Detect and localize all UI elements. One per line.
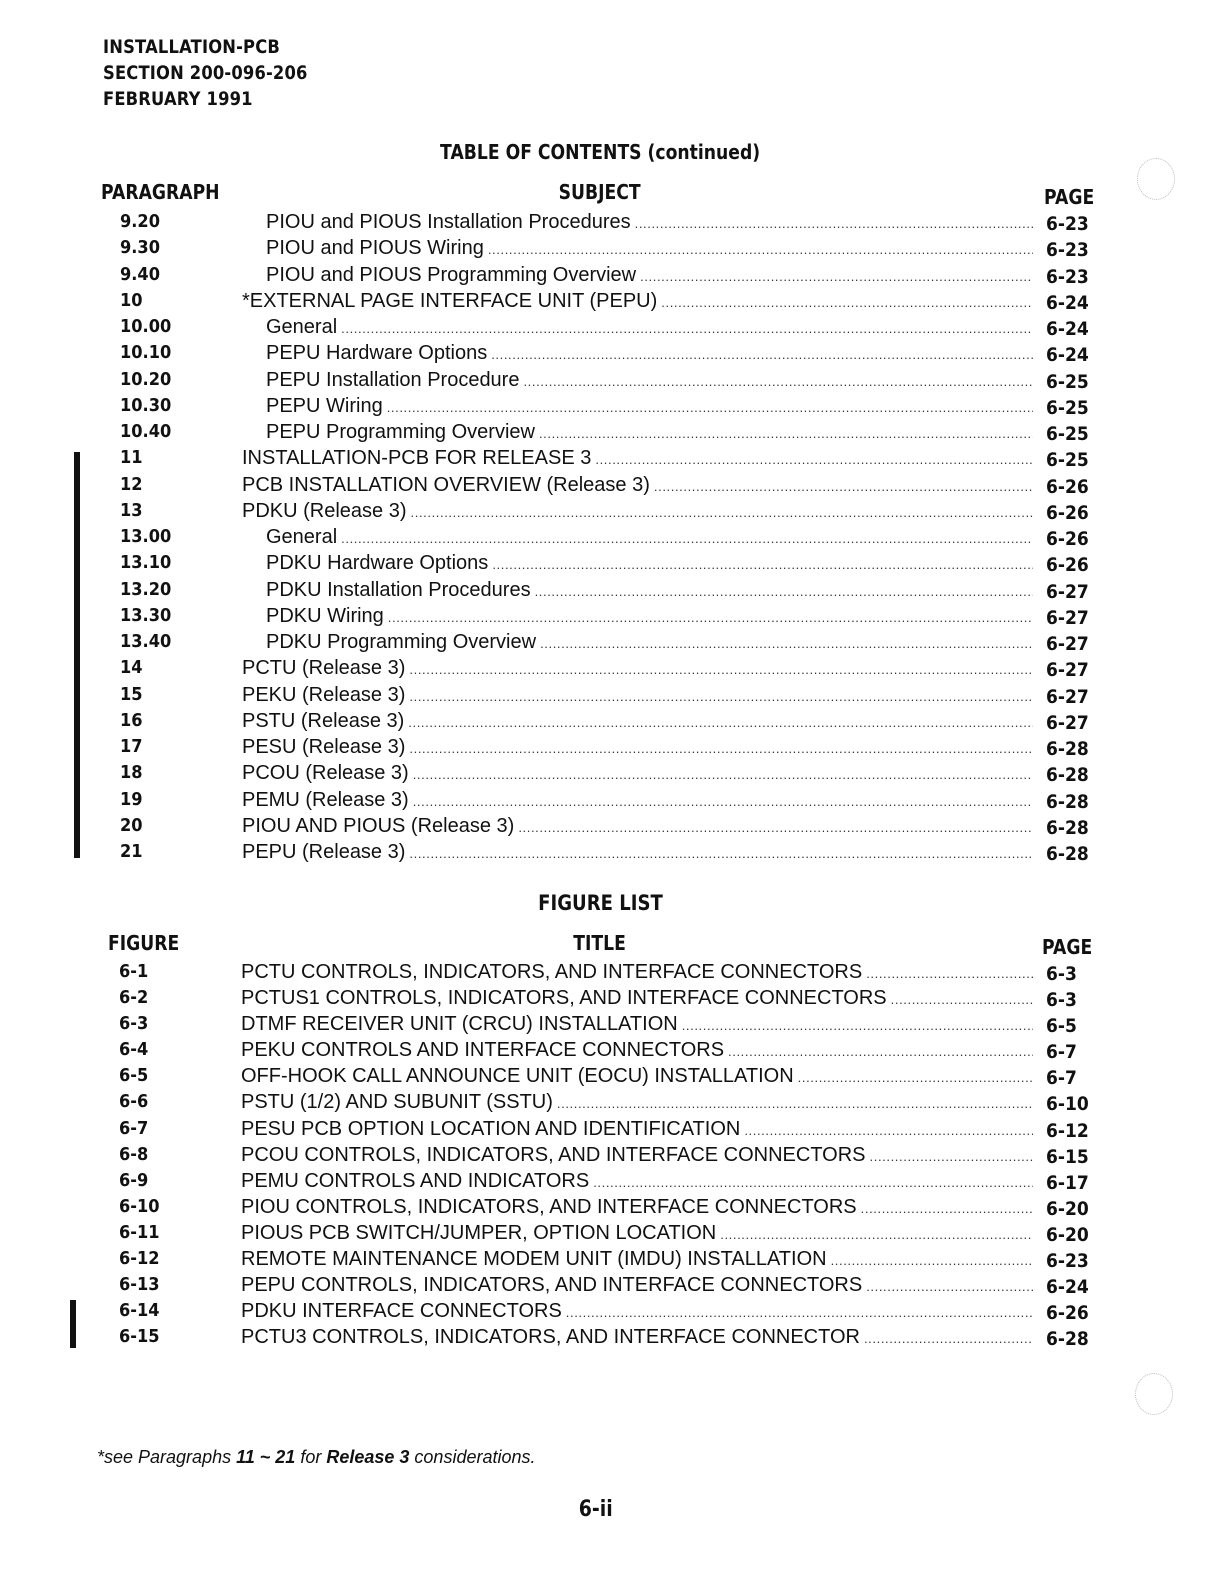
figure-number: 6-2	[119, 987, 149, 1009]
dot-leader	[870, 1145, 1033, 1169]
entry-title: PESU PCB OPTION LOCATION AND IDENTIFICATION .....	[241, 1117, 1033, 1143]
toc-entry	[0, 681, 1213, 707]
entry-page-number: 6-28	[1046, 1328, 1089, 1351]
entry-page-number: 6-27	[1046, 659, 1089, 682]
figure-entry	[0, 1297, 1213, 1323]
figure-entry	[0, 984, 1213, 1010]
entry-title: OFF-HOOK CALL ANNOUNCE UNIT (EOCU) INSTALLATION .....	[241, 1064, 1033, 1090]
dot-leader	[557, 1092, 1033, 1116]
dot-leader	[492, 553, 1033, 577]
entry-subject: PDKU Hardware Options .....	[266, 551, 1033, 577]
figure-number: 6-8	[119, 1143, 149, 1165]
revision-bar	[70, 1300, 76, 1348]
paragraph-number: 10	[120, 289, 143, 311]
toc-entry	[0, 313, 1213, 339]
header-date: FEBRUARY 1991	[103, 88, 253, 110]
entry-page-number: 6-27	[1046, 685, 1089, 708]
paragraph-number: 20	[120, 814, 143, 836]
entry-page-number: 6-28	[1046, 816, 1089, 839]
entry-title: PCOU CONTROLS, INDICATORS, AND INTERFACE CONNECTORS .....	[241, 1143, 1033, 1169]
toc-col-page: PAGE	[1044, 185, 1095, 209]
toc-title: TABLE OF CONTENTS (continued)	[439, 140, 761, 164]
figure-entry	[0, 1088, 1213, 1114]
toc-entry	[0, 523, 1213, 549]
entry-page-number: 6-27	[1046, 633, 1089, 655]
toc-entry	[0, 392, 1213, 418]
page-number: 6-ii	[579, 1497, 613, 1522]
dot-leader	[831, 1249, 1033, 1273]
toc-entry	[0, 733, 1213, 759]
entry-title: PEMU CONTROLS AND INDICATORS .....	[241, 1169, 1033, 1195]
paragraph-number: 13.00	[120, 526, 172, 547]
toc-entry	[0, 418, 1213, 444]
figure-number: 6-5	[119, 1065, 149, 1087]
toc-entry	[0, 628, 1213, 654]
entry-subject: INSTALLATION-PCB FOR RELEASE 3 .....	[242, 446, 1033, 472]
figure-entry	[0, 1115, 1213, 1141]
figure-entry	[0, 1323, 1213, 1349]
dot-leader	[411, 501, 1033, 525]
entry-page-number: 6-24	[1046, 344, 1089, 367]
entry-subject: PEPU Programming Overview .....	[266, 420, 1033, 446]
toc-entry	[0, 838, 1213, 864]
entry-title: PCTU3 CONTROLS, INDICATORS, AND INTERFACE CONNECTOR .....	[241, 1325, 1033, 1351]
dot-leader	[535, 580, 1033, 604]
dot-leader	[661, 291, 1033, 315]
dot-leader	[539, 422, 1033, 446]
entry-page-number: 6-7	[1046, 1067, 1077, 1090]
entry-title: REMOTE MAINTENANCE MODEM UNIT (IMDU) INSTALLATION .....	[241, 1247, 1033, 1273]
dot-leader	[518, 816, 1033, 840]
entry-page-number: 6-27	[1046, 606, 1089, 629]
entry-page-number: 6-25	[1046, 423, 1089, 445]
entry-page-number: 6-20	[1046, 1197, 1089, 1220]
paragraph-number: 13.10	[120, 552, 172, 574]
entry-subject: PEPU Installation Procedure .....	[266, 368, 1033, 394]
entry-page-number: 6-10	[1046, 1093, 1089, 1116]
figure-col-page: PAGE	[1042, 935, 1093, 959]
footnote: *see Paragraphs 11 ~ 21 for Release 3 considerations.	[97, 1447, 536, 1467]
figure-number: 6-11	[119, 1221, 160, 1243]
entry-subject: PEPU Hardware Options .....	[266, 341, 1033, 367]
toc-entry	[0, 576, 1213, 602]
entry-subject: General .....	[266, 315, 1033, 341]
entry-subject: PEPU Wiring .....	[266, 394, 1033, 420]
entry-subject: PEPU (Release 3) .....	[242, 840, 1033, 866]
toc-entry	[0, 366, 1213, 392]
entry-subject: PDKU Wiring .....	[266, 604, 1033, 630]
dot-leader	[341, 317, 1033, 341]
dot-leader	[408, 711, 1033, 735]
toc-list	[0, 208, 1213, 864]
entry-title: PEKU CONTROLS AND INTERFACE CONNECTORS .....	[241, 1038, 1033, 1064]
toc-entry	[0, 339, 1213, 365]
entry-subject: PEMU (Release 3) .....	[242, 788, 1033, 814]
toc-entry	[0, 444, 1213, 470]
entry-page-number: 6-24	[1046, 1276, 1089, 1299]
toc-entry	[0, 707, 1213, 733]
entry-subject: PESU (Release 3) .....	[242, 735, 1033, 761]
entry-page-number: 6-26	[1046, 1302, 1089, 1325]
entry-page-number: 6-28	[1046, 790, 1089, 813]
figure-entry	[0, 1193, 1213, 1219]
paragraph-number: 13.30	[120, 604, 172, 626]
dot-leader	[413, 763, 1033, 787]
entry-title: PEPU CONTROLS, INDICATORS, AND INTERFACE CONNECTORS .....	[241, 1273, 1033, 1299]
dot-leader	[744, 1119, 1033, 1143]
dot-leader	[488, 238, 1033, 262]
entry-subject: PSTU (Release 3) .....	[242, 709, 1033, 735]
figure-entry	[0, 1271, 1213, 1297]
figure-entry	[0, 1167, 1213, 1193]
entry-page-number: 6-23	[1046, 239, 1089, 262]
toc-entry	[0, 549, 1213, 575]
figure-number: 6-13	[119, 1274, 160, 1296]
paragraph-number: 13	[120, 499, 143, 521]
toc-entry	[0, 234, 1213, 260]
toc-entry	[0, 602, 1213, 628]
paragraph-number: 10.30	[120, 394, 172, 416]
entry-page-number: 6-26	[1046, 554, 1089, 577]
dot-leader	[720, 1223, 1033, 1247]
revision-bar	[74, 452, 80, 858]
paragraph-number: 16	[120, 709, 143, 731]
entry-page-number: 6-25	[1046, 449, 1089, 472]
figure-col-title: TITLE	[573, 931, 627, 955]
figure-entry	[0, 1219, 1213, 1245]
figure-list-title: FIGURE LIST	[537, 891, 663, 915]
entry-title: DTMF RECEIVER UNIT (CRCU) INSTALLATION .....	[241, 1012, 1033, 1038]
entry-page-number: 6-23	[1046, 213, 1089, 235]
entry-subject: PCOU (Release 3) .....	[242, 761, 1033, 787]
figure-entry	[0, 1062, 1213, 1088]
dot-leader	[635, 212, 1033, 236]
dot-leader	[409, 658, 1033, 682]
entry-page-number: 6-26	[1046, 501, 1089, 524]
dot-leader	[387, 396, 1033, 420]
entry-subject: PEKU (Release 3) .....	[242, 683, 1033, 709]
toc-entry	[0, 208, 1213, 234]
binder-hole-mark	[1135, 1373, 1173, 1415]
dot-leader	[640, 265, 1033, 289]
entry-title: PCTUS1 CONTROLS, INDICATORS, AND INTERFACE CONNECTORS .....	[241, 986, 1033, 1012]
toc-entry	[0, 497, 1213, 523]
figure-entry	[0, 1245, 1213, 1271]
entry-title: PIOUS PCB SWITCH/JUMPER, OPTION LOCATION .....	[241, 1221, 1033, 1247]
entry-title: PIOU CONTROLS, INDICATORS, AND INTERFACE CONNECTORS .....	[241, 1195, 1033, 1221]
dot-leader	[341, 527, 1033, 551]
paragraph-number: 10.40	[120, 421, 172, 442]
figure-number: 6-12	[119, 1248, 160, 1270]
toc-entry	[0, 471, 1213, 497]
toc-entry	[0, 812, 1213, 838]
paragraph-number: 10.00	[120, 316, 172, 337]
entry-title: PCTU CONTROLS, INDICATORS, AND INTERFACE CONNECTORS .....	[241, 960, 1033, 986]
toc-entry	[0, 287, 1213, 313]
dot-leader	[523, 370, 1033, 394]
paragraph-number: 13.20	[120, 578, 172, 600]
entry-subject: General .....	[266, 525, 1033, 551]
entry-page-number: 6-23	[1046, 265, 1089, 288]
entry-subject: PIOU AND PIOUS (Release 3) .....	[242, 814, 1033, 840]
paragraph-number: 13.40	[120, 631, 172, 652]
paragraph-number: 19	[120, 788, 143, 810]
entry-page-number: 6-24	[1046, 318, 1089, 340]
figure-number: 6-4	[119, 1039, 149, 1061]
entry-page-number: 6-26	[1046, 475, 1089, 498]
dot-leader	[491, 343, 1033, 367]
dot-leader	[728, 1040, 1033, 1064]
entry-page-number: 6-20	[1046, 1223, 1089, 1246]
entry-subject: PCB INSTALLATION OVERVIEW (Release 3) .....	[242, 473, 1033, 499]
entry-page-number: 6-17	[1046, 1171, 1089, 1194]
figure-entry	[0, 1141, 1213, 1167]
entry-page-number: 6-5	[1046, 1015, 1077, 1038]
entry-page-number: 6-15	[1046, 1145, 1089, 1168]
figure-number: 6-15	[119, 1326, 160, 1348]
binder-hole-mark	[1137, 158, 1175, 200]
entry-title: PSTU (1/2) AND SUBUNIT (SSTU) .....	[241, 1090, 1033, 1116]
entry-page-number: 6-28	[1046, 738, 1089, 760]
figure-number: 6-9	[119, 1169, 149, 1191]
entry-subject: PDKU (Release 3) .....	[242, 499, 1033, 525]
paragraph-number: 10.20	[120, 368, 172, 390]
toc-entry	[0, 654, 1213, 680]
dot-leader	[595, 448, 1033, 472]
entry-page-number: 6-28	[1046, 764, 1089, 787]
paragraph-number: 9.20	[120, 211, 160, 232]
dot-leader	[866, 962, 1033, 986]
entry-subject: PDKU Programming Overview .....	[266, 630, 1033, 656]
entry-page-number: 6-26	[1046, 528, 1089, 550]
paragraph-number: 12	[120, 473, 143, 495]
entry-subject: *EXTERNAL PAGE INTERFACE UNIT (PEPU) .....	[242, 289, 1033, 315]
toc-col-subject: SUBJECT	[559, 180, 641, 204]
entry-page-number: 6-12	[1046, 1119, 1089, 1142]
entry-title: PDKU INTERFACE CONNECTORS .....	[241, 1299, 1033, 1325]
entry-subject: PDKU Installation Procedures .....	[266, 578, 1033, 604]
figure-list	[0, 958, 1213, 1349]
entry-page-number: 6-25	[1046, 396, 1089, 419]
figure-number: 6-10	[119, 1195, 160, 1217]
entry-page-number: 6-28	[1046, 843, 1089, 865]
entry-page-number: 6-7	[1046, 1041, 1077, 1064]
entry-subject: PIOU and PIOUS Installation Procedures .....	[266, 210, 1033, 236]
paragraph-number: 11	[120, 447, 143, 469]
figure-entry	[0, 1036, 1213, 1062]
toc-col-paragraph: PARAGRAPH	[101, 180, 220, 204]
figure-number: 6-3	[119, 1013, 149, 1035]
entry-page-number: 6-23	[1046, 1250, 1089, 1273]
paragraph-number: 10.10	[120, 342, 172, 364]
dot-leader	[861, 1197, 1033, 1221]
toc-entry	[0, 261, 1213, 287]
paragraph-number: 15	[120, 683, 143, 705]
dot-leader	[654, 475, 1033, 499]
figure-col-figure: FIGURE	[108, 931, 180, 955]
figure-number: 6-6	[119, 1091, 149, 1113]
dot-leader	[682, 1014, 1033, 1038]
paragraph-number: 17	[120, 736, 143, 757]
document-header	[103, 34, 341, 112]
dot-leader	[593, 1171, 1033, 1195]
paragraph-number: 9.40	[120, 263, 160, 285]
entry-page-number: 6-27	[1046, 711, 1089, 734]
dot-leader	[866, 1275, 1033, 1299]
entry-page-number: 6-3	[1046, 989, 1077, 1012]
entry-page-number: 6-27	[1046, 580, 1089, 603]
entry-page-number: 6-24	[1046, 291, 1089, 314]
figure-number: 6-1	[119, 961, 149, 982]
dot-leader	[540, 632, 1033, 656]
dot-leader	[388, 606, 1033, 630]
figure-entry	[0, 958, 1213, 984]
dot-leader	[798, 1066, 1033, 1090]
header-manual-title: INSTALLATION-PCB	[103, 36, 280, 58]
paragraph-number: 14	[120, 657, 143, 679]
header-section-number: SECTION 200-096-206	[103, 62, 308, 84]
entry-page-number: 6-3	[1046, 963, 1077, 985]
entry-subject: PCTU (Release 3) .....	[242, 656, 1033, 682]
toc-entry	[0, 786, 1213, 812]
figure-number: 6-14	[119, 1300, 160, 1322]
dot-leader	[864, 1327, 1033, 1351]
dot-leader	[409, 685, 1033, 709]
dot-leader	[409, 842, 1033, 866]
paragraph-number: 18	[120, 762, 143, 784]
paragraph-number: 21	[120, 841, 143, 862]
dot-leader	[566, 1301, 1033, 1325]
figure-entry	[0, 1010, 1213, 1036]
dot-leader	[891, 988, 1033, 1012]
dot-leader	[409, 737, 1033, 761]
figure-number: 6-7	[119, 1117, 149, 1139]
entry-subject: PIOU and PIOUS Programming Overview .....	[266, 263, 1033, 289]
entry-subject: PIOU and PIOUS Wiring .....	[266, 236, 1033, 262]
paragraph-number: 9.30	[120, 237, 160, 259]
entry-page-number: 6-25	[1046, 370, 1089, 393]
toc-entry	[0, 759, 1213, 785]
dot-leader	[413, 790, 1033, 814]
